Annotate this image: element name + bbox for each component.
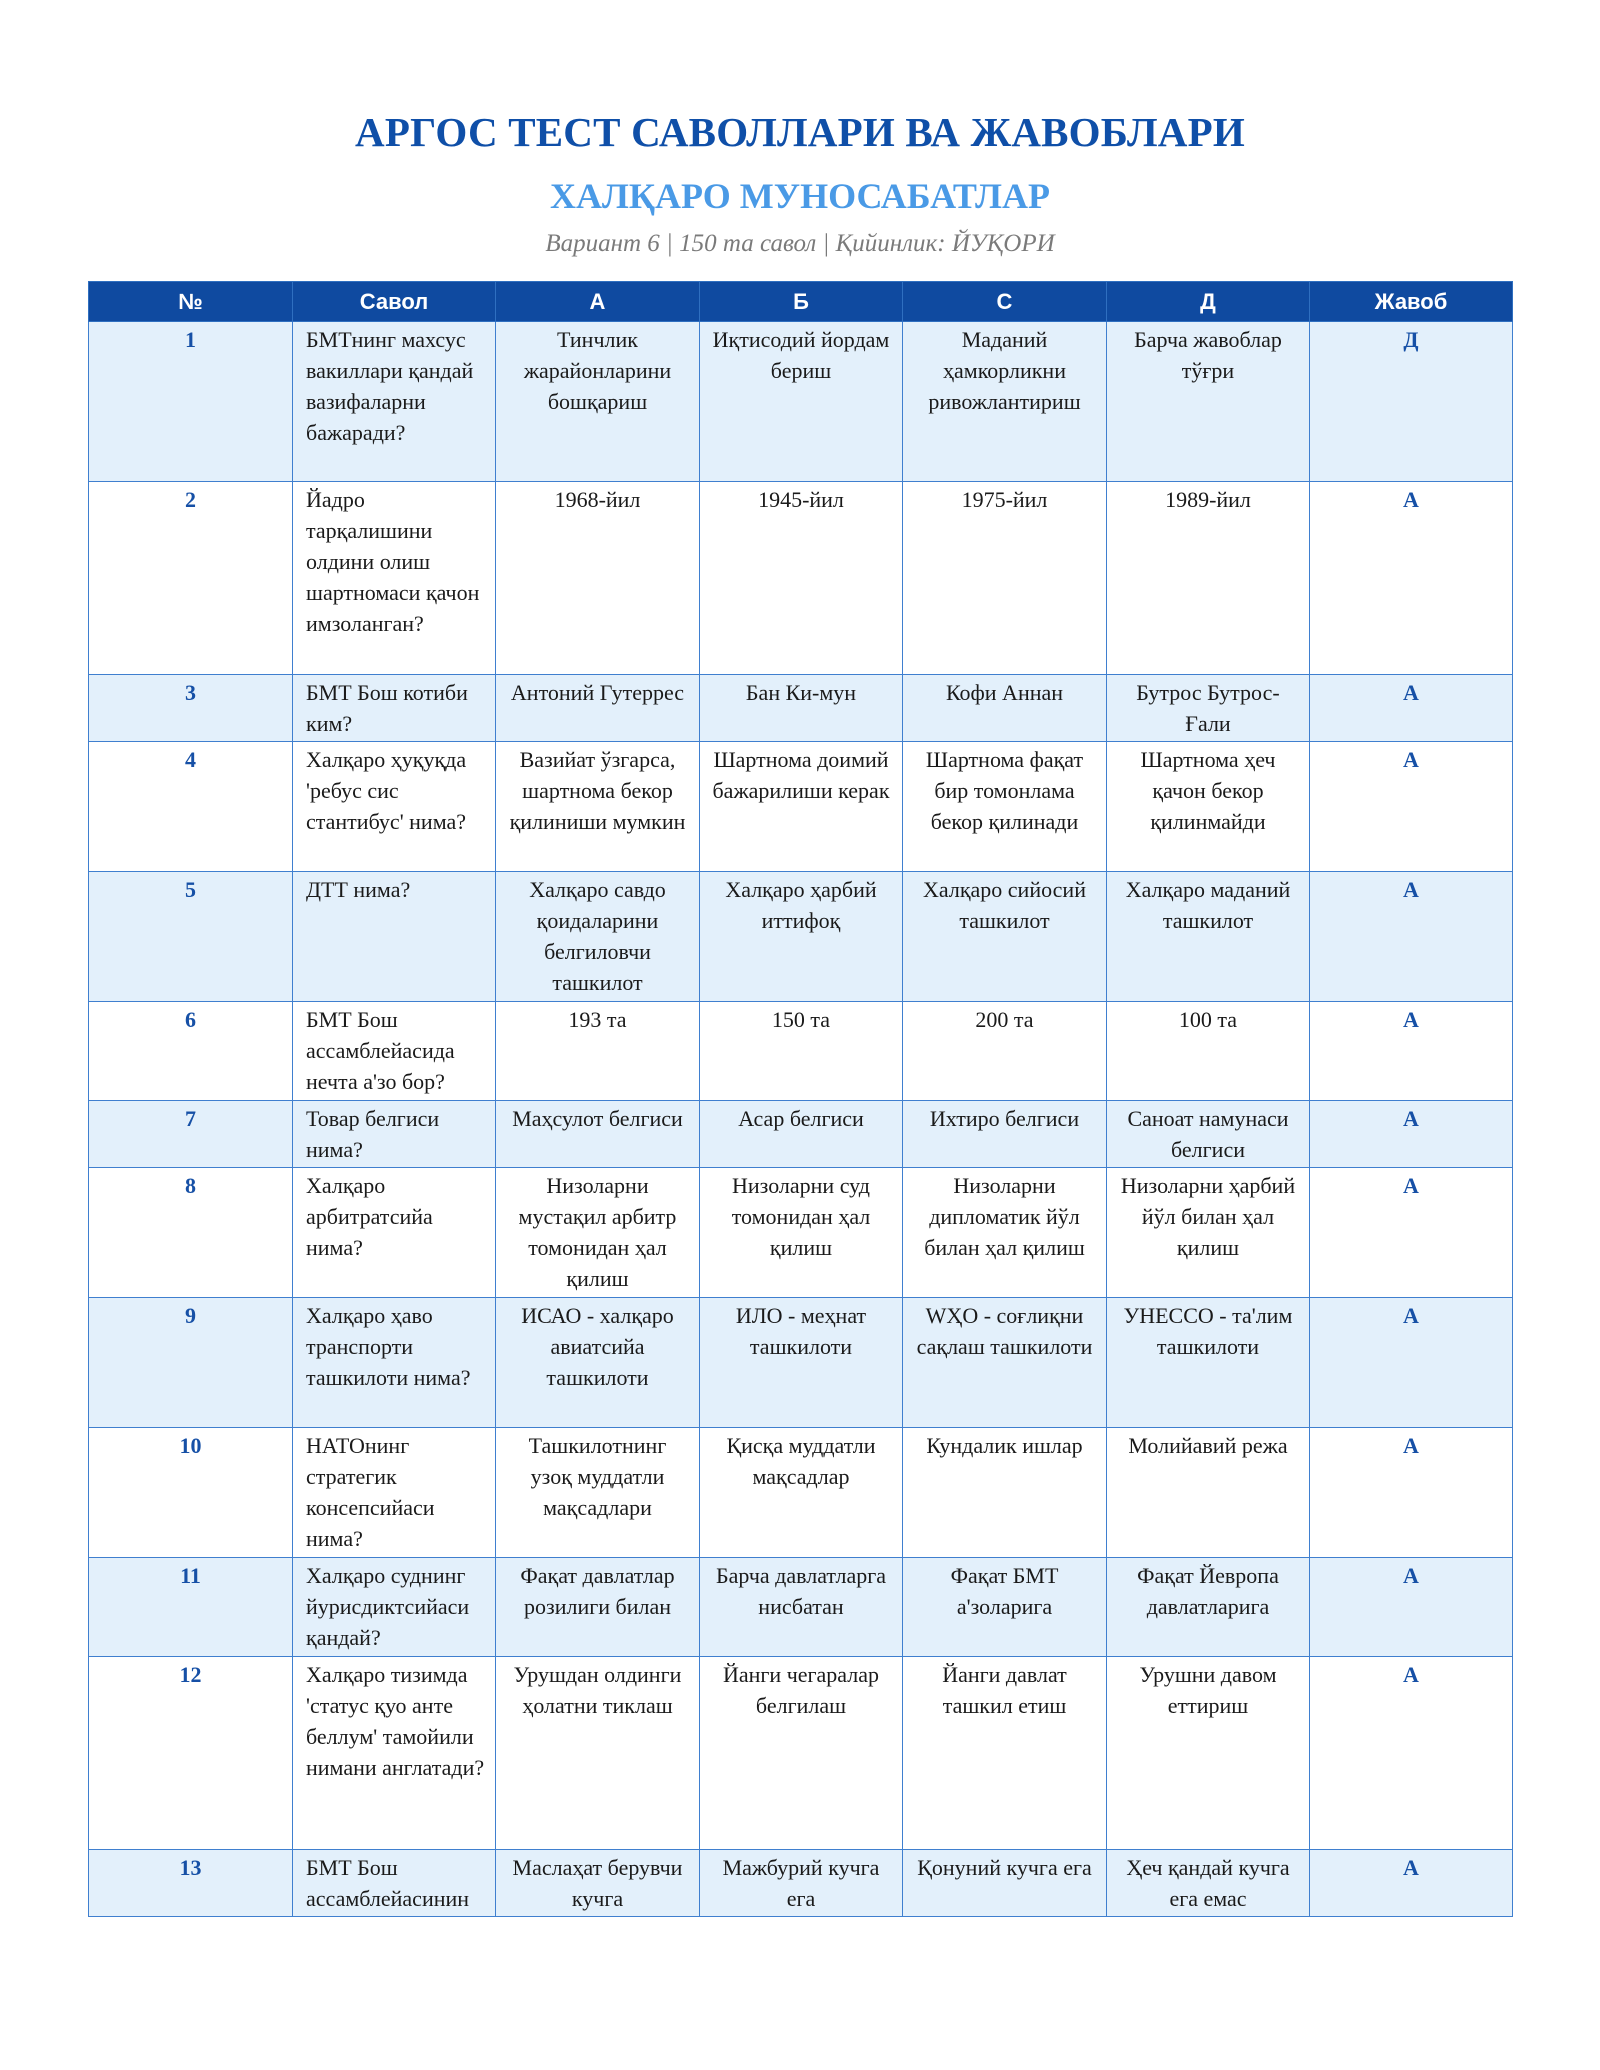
question-number: 7 <box>89 1101 293 1168</box>
option-b: Шартнома доимий бажарилиши керак <box>700 742 903 872</box>
table-row <box>89 1168 1513 1298</box>
option-d: 100 та <box>1107 1002 1310 1101</box>
question-text: Халқаро тизимда 'статус қуо анте беллум' тамойили нимани англатади? <box>293 1657 496 1850</box>
column-header-option-c: С <box>903 282 1107 322</box>
table-header <box>89 282 1513 322</box>
correct-answer: А <box>1310 1657 1513 1850</box>
option-b: Йанги чегаралар белгилаш <box>700 1657 903 1850</box>
correct-answer: А <box>1310 1298 1513 1428</box>
correct-answer: А <box>1310 1101 1513 1168</box>
correct-answer: А <box>1310 675 1513 742</box>
option-b: Барча давлатларга нисбатан <box>700 1558 903 1657</box>
table-row <box>89 1657 1513 1850</box>
option-b: ИЛО - меҳнат ташкилоти <box>700 1298 903 1428</box>
question-text: Халқаро ҳаво транспорти ташкилоти нима? <box>293 1298 496 1428</box>
option-d: 1989-йил <box>1107 482 1310 675</box>
table-row <box>89 1298 1513 1428</box>
question-number: 6 <box>89 1002 293 1101</box>
option-d: Ҳеч қандай кучга ега емас <box>1107 1850 1310 1917</box>
option-b: Иқтисодий йордам бериш <box>700 322 903 482</box>
question-text: БМТ Бош ассамблейасида нечта а'зо бор? <box>293 1002 496 1101</box>
option-d: Фақат Йевропа давлатларига <box>1107 1558 1310 1657</box>
option-b: Мажбурий кучга ега <box>700 1850 903 1917</box>
option-a: Урушдан олдинги ҳолатни тиклаш <box>496 1657 700 1850</box>
question-text: Халқаро арбитратсийа нима? <box>293 1168 496 1298</box>
option-d: Молийавий режа <box>1107 1428 1310 1558</box>
question-number: 1 <box>89 322 293 482</box>
correct-answer: А <box>1310 1850 1513 1917</box>
question-text: Товар белгиси нима? <box>293 1101 496 1168</box>
question-number: 9 <box>89 1298 293 1428</box>
question-number: 12 <box>89 1657 293 1850</box>
table-row <box>89 1002 1513 1101</box>
question-text: БМТ Бош котиби ким? <box>293 675 496 742</box>
question-number: 3 <box>89 675 293 742</box>
correct-answer: А <box>1310 1002 1513 1101</box>
option-d: Халқаро маданий ташкилот <box>1107 872 1310 1002</box>
table-row <box>89 742 1513 872</box>
option-c: Кундалик ишлар <box>903 1428 1107 1558</box>
questions-table <box>88 281 1513 1917</box>
question-number: 10 <box>89 1428 293 1558</box>
option-a: Вазийат ўзгарса, шартнома бекор қилиниши мумкин <box>496 742 700 872</box>
option-b: Бан Ки-мун <box>700 675 903 742</box>
option-a: Маслаҳат берувчи кучга <box>496 1850 700 1917</box>
option-b: 150 та <box>700 1002 903 1101</box>
correct-answer: А <box>1310 482 1513 675</box>
table-row <box>89 1558 1513 1657</box>
correct-answer: Д <box>1310 322 1513 482</box>
column-header-option-a: А <box>496 282 700 322</box>
option-b: Халқаро ҳарбий иттифоқ <box>700 872 903 1002</box>
table-row <box>89 1850 1513 1917</box>
table-row <box>89 1101 1513 1168</box>
column-header-option-d: Д <box>1107 282 1310 322</box>
option-c: Халқаро сийосий ташкилот <box>903 872 1107 1002</box>
test-meta-info: Вариант 6 | 150 та савол | Қийинлик: ЙУҚОРИ <box>545 230 1055 257</box>
question-text: БМТ Бош ассамблейасинин <box>293 1850 496 1917</box>
correct-answer: А <box>1310 872 1513 1002</box>
option-c: Низоларни дипломатик йўл билан ҳал қилиш <box>903 1168 1107 1298</box>
question-number: 13 <box>89 1850 293 1917</box>
option-c: Ихтиро белгиси <box>903 1101 1107 1168</box>
column-header-number: № <box>89 282 293 322</box>
question-number: 4 <box>89 742 293 872</box>
option-a: Низоларни мустақил арбитр томонидан ҳал қилиш <box>496 1168 700 1298</box>
option-a: Маҳсулот белгиси <box>496 1101 700 1168</box>
table-row <box>89 1428 1513 1558</box>
page-subtitle: ХАЛҚАРО МУНОСАБАТЛАР <box>550 176 1050 216</box>
option-a: 1968-йил <box>496 482 700 675</box>
option-c: 200 та <box>903 1002 1107 1101</box>
option-a: Тинчлик жарайонларини бошқариш <box>496 322 700 482</box>
page-title: АРГОС ТЕСТ САВОЛЛАРИ ВА ЖАВОБЛАРИ <box>355 109 1245 155</box>
question-number: 8 <box>89 1168 293 1298</box>
option-d: Саноат намунаси белгиси <box>1107 1101 1310 1168</box>
option-a: Антоний Гутеррес <box>496 675 700 742</box>
correct-answer: А <box>1310 1168 1513 1298</box>
option-c: WҲО - соғлиқни сақлаш ташкилоти <box>903 1298 1107 1428</box>
option-d: Низоларни ҳарбий йўл билан ҳал қилиш <box>1107 1168 1310 1298</box>
option-d: УНЕССО - та'лим ташкилоти <box>1107 1298 1310 1428</box>
question-number: 5 <box>89 872 293 1002</box>
option-d: Барча жавоблар тўғри <box>1107 322 1310 482</box>
table-row <box>89 675 1513 742</box>
correct-answer: А <box>1310 742 1513 872</box>
question-text: ДТТ нима? <box>293 872 496 1002</box>
option-c: Маданий ҳамкорликни ривожлантириш <box>903 322 1107 482</box>
option-b: 1945-йил <box>700 482 903 675</box>
option-b: Низоларни суд томонидан ҳал қилиш <box>700 1168 903 1298</box>
option-b: Асар белгиси <box>700 1101 903 1168</box>
table-row <box>89 872 1513 1002</box>
option-a: Фақат давлатлар розилиги билан <box>496 1558 700 1657</box>
column-header-option-b: Б <box>700 282 903 322</box>
option-c: Йанги давлат ташкил етиш <box>903 1657 1107 1850</box>
option-a: Ташкилотнинг узоқ муддатли мақсадлари <box>496 1428 700 1558</box>
correct-answer: А <box>1310 1428 1513 1558</box>
question-number: 2 <box>89 482 293 675</box>
column-header-question: Савол <box>293 282 496 322</box>
option-d: Бутрос Бутрос-Ғали <box>1107 675 1310 742</box>
correct-answer: А <box>1310 1558 1513 1657</box>
question-text: Йадро тарқалишини олдини олиш шартномаси қачон имзоланган? <box>293 482 496 675</box>
column-header-answer: Жавоб <box>1310 282 1513 322</box>
option-c: Кофи Аннан <box>903 675 1107 742</box>
option-a: Халқаро савдо қоидаларини белгиловчи ташкилот <box>496 872 700 1002</box>
option-c: 1975-йил <box>903 482 1107 675</box>
option-c: Шартнома фақат бир томонлама бекор қилинади <box>903 742 1107 872</box>
option-a: ИСАО - халқаро авиатсийа ташкилоти <box>496 1298 700 1428</box>
option-d: Урушни давом еттириш <box>1107 1657 1310 1850</box>
question-text: БМТнинг махсус вакиллари қандай вазифаларни бажаради? <box>293 322 496 482</box>
table-row <box>89 482 1513 675</box>
question-text: Халқаро ҳуқуқда 'ребус сис стантибус' нима? <box>293 742 496 872</box>
option-d: Шартнома ҳеч қачон бекор қилинмайди <box>1107 742 1310 872</box>
table-row <box>89 322 1513 482</box>
question-number: 11 <box>89 1558 293 1657</box>
table-body <box>89 322 1513 1917</box>
question-text: Халқаро суднинг йурисдиктсийаси қандай? <box>293 1558 496 1657</box>
option-c: Фақат БМТ а'золарига <box>903 1558 1107 1657</box>
option-c: Қонуний кучга ега <box>903 1850 1107 1917</box>
option-b: Қисқа муддатли мақсадлар <box>700 1428 903 1558</box>
question-text: НАТОнинг стратегик консепсийаси нима? <box>293 1428 496 1558</box>
option-a: 193 та <box>496 1002 700 1101</box>
